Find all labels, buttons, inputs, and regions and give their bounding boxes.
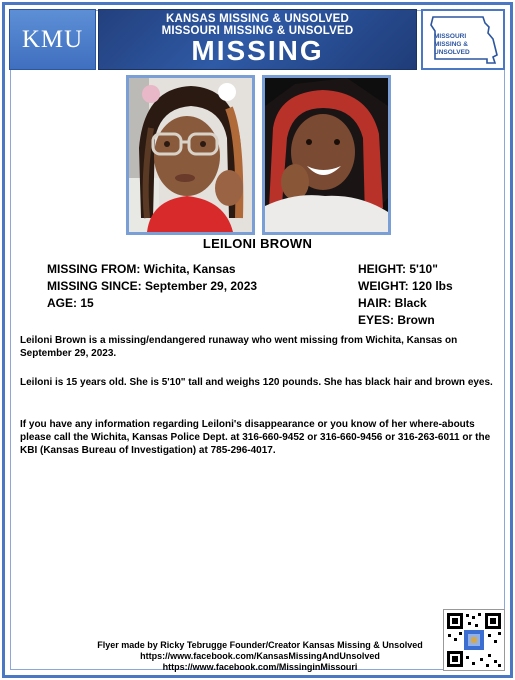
kmu-logo: [9, 9, 96, 70]
age: AGE: 15: [47, 296, 94, 310]
facts-left: [47, 261, 257, 312]
photo-left-image: [129, 78, 252, 232]
footer-credit: Flyer made by Ricky Tebrugge Founder/Creator Kansas Missing & Unsolved: [97, 640, 423, 650]
banner-title: MISSING: [191, 35, 324, 66]
eyes: EYES: Brown: [358, 313, 435, 327]
qr-code-icon[interactable]: [443, 609, 505, 671]
missouri-logo: [421, 9, 505, 70]
missing-since: MISSING SINCE: September 29, 2023: [47, 279, 258, 293]
missing-from: MISSING FROM: Wichita, Kansas: [47, 262, 236, 276]
contact-paragraph: If you have any information regarding Leiloni's disappearance or you know of her where-abouts please call the Wichita, Kansas Police Dept. at 316-660-9452 or 316-660-9456 or 316-263-6011 or the KBI (Kansas Bureau of Investigation) at 785-296-4017.: [20, 419, 491, 456]
banner-line-kansas: KANSAS MISSING & UNSOLVED: [165, 13, 350, 25]
photo-left: [126, 75, 255, 235]
height: HEIGHT: 5'10": [358, 262, 438, 276]
facts-right: [358, 261, 453, 329]
photo-right: [262, 75, 391, 235]
qr-code-graphic: [444, 610, 504, 670]
missouri-logo-text: [434, 33, 470, 57]
hair: HAIR: Black: [358, 296, 427, 310]
header-banner: [98, 9, 417, 70]
photo-right-image: [265, 78, 388, 232]
missouri-logo-line-1: MISSOURI: [434, 33, 467, 40]
kmu-logo-text: KMU: [21, 25, 84, 53]
footer: [60, 640, 460, 673]
details-paragraph: Leiloni is 15 years old. She is 5'10" tall and weighs 120 pounds. She has black hair and brown eyes.: [20, 377, 493, 388]
footer-link-missouri[interactable]: https://www.facebook.com/MissinginMissouri: [162, 662, 358, 672]
missouri-logo-line-2: MISSING &: [434, 41, 468, 48]
banner-line-missouri: MISSOURI MISSING & UNSOLVED: [161, 25, 354, 37]
missouri-logo-line-3: UNSOLVED: [434, 49, 470, 56]
weight: WEIGHT: 120 lbs: [358, 279, 453, 293]
person-name: LEILONI BROWN: [202, 236, 313, 251]
footer-link-kansas[interactable]: https://www.facebook.com/KansasMissingAndUnsolved: [140, 651, 380, 661]
description-paragraph: Leiloni Brown is a missing/endangered runaway who went missing from Wichita, Kansas on September 29, 2023.: [20, 335, 458, 359]
